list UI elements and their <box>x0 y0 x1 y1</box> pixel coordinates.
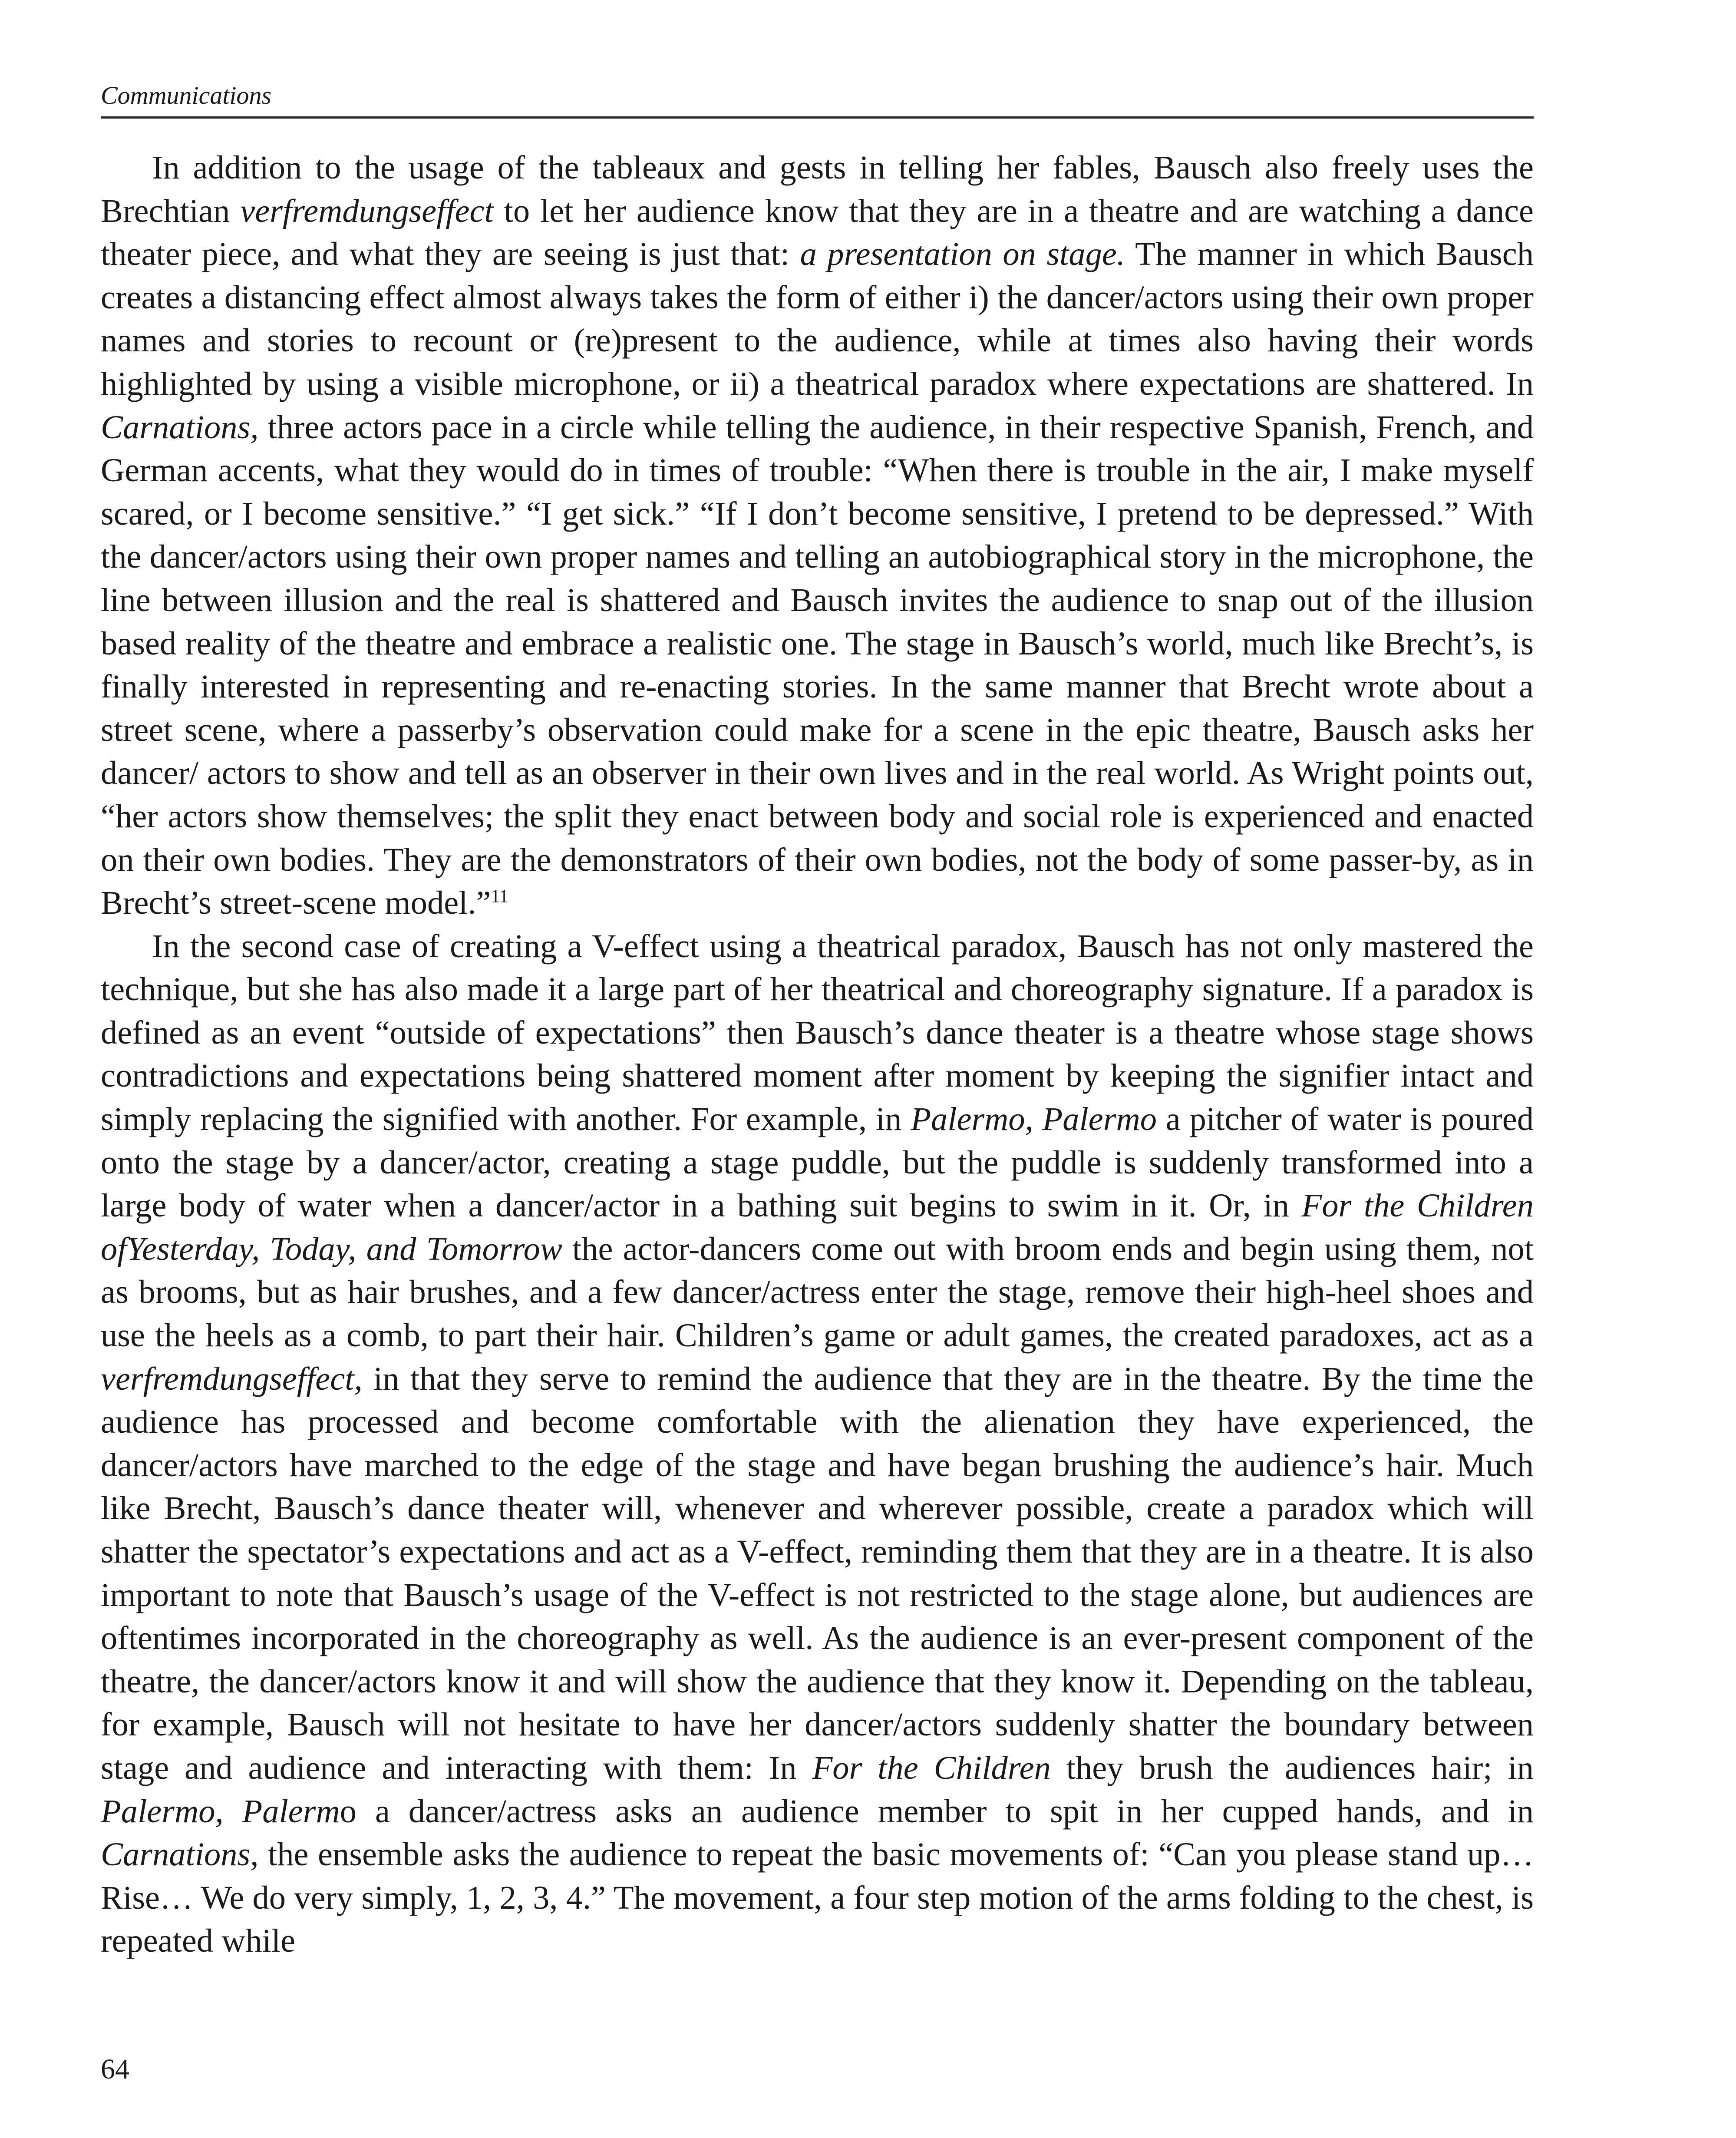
footnote-marker: 11 <box>491 886 508 907</box>
body-text <box>101 146 1534 1963</box>
italic-run: Carnations <box>101 1836 251 1873</box>
text-run: three actors pace in a circle while telling the audience, in their respective Spanish, French, and German accents, what they would do in times of trouble: “When there is trouble in the air, I make myself scared, or I become sensitive.” “I get sick.” “If I don’t become sensitive, I pretend to be depressed.” With the dancer/actors using their own proper names and telling an autobiographical story in the microphone, the line between illusion and the real is shattered and Bausch invites the audience to snap out of the illusion based reality of the theatre and embrace a realistic one. The stage in Bausch’s world, much like Brecht’s, is finally interested in representing and re-enacting stories. In the same manner that Brecht wrote about a street scene, where a passerby’s observation could make for a scene in the epic theatre, Bausch asks her dancer/ actors to show and tell as an observer in their own lives and in the real world. As Wright points out, “her actors show themselves; the split they enact between body and social role is experienced and enacted on their own bodies. They are the demonstrators of their own bodies, not the body of some passer-by, as in Brecht’s street-scene model.” <box>101 408 1534 922</box>
italic-run: For the Children <box>812 1749 1051 1786</box>
text-run: In the second case of creating a V-effect using a theatrical paradox, Bausch has not only mastered the technique, but she has also made it a large part of her theatrical and choreography signature. If a paradox is defined as an event “outside of expectations” then Bausch’s dance theater is a theatre whose stage shows contradictions and expectations being shattered moment after moment by keeping the signifier intact and simply replacing the signified with another. For example, in <box>101 927 1534 1138</box>
text-run: they brush the audiences hair; in <box>1050 1749 1534 1786</box>
header-rule <box>101 116 1534 119</box>
text-run: The manner in which Bausch creates a distancing effect almost always takes the form of either i) the dancer/actors using their own proper names and stories to recount or (re)present to the audience, while at times also having their words highlighted by using a visible microphone, or ii) a theatrical paradox where expectations are shattered. In <box>101 235 1534 402</box>
italic-run: a presentation on stage. <box>800 235 1125 273</box>
paragraph <box>101 146 1534 925</box>
paragraph <box>101 925 1534 1963</box>
italic-run: verfremdungseffect <box>240 192 494 229</box>
italic-run: For the Children ofYesterday, Today, and Tomorrow <box>101 1187 1534 1267</box>
text-run: In addition to the usage of the tableaux and gests in telling her fables, Bausch also freely uses the Brechtian <box>101 149 1534 229</box>
italic-run: Palermo, Palerm <box>101 1792 340 1830</box>
italic-run: Carnations, <box>101 408 259 446</box>
running-header: Communications <box>101 81 272 109</box>
text-run: a pitcher of water is poured onto the stage by a dancer/actor, creating a stage puddle, but the puddle is suddenly transformed into a large body of water when a dancer/actor in a bathing suit begins to swim in it. Or, in <box>101 1100 1534 1224</box>
text-run: to let her audience know that they are in a theatre and are watching a dance theater piece, and what they are seeing is just that: <box>101 192 1534 273</box>
text-run: o a dancer/actress asks an audience member to spit in her cupped hands, and in <box>340 1792 1534 1830</box>
italic-run: verfremdungseffect, <box>101 1360 363 1397</box>
text-run: , the ensemble asks the audience to repeat the basic movements of: “Can you please stand up… Rise… We do very simply, 1, 2, 3, 4.” The movement, a four step motion of the arms folding to the chest, is repeated while <box>101 1836 1534 1960</box>
italic-run: Palermo, Palermo <box>911 1100 1157 1138</box>
text-run: the actor-dancers come out with broom ends and begin using them, not as brooms, but as hair brushes, and a few dancer/actress enter the stage, remove their high-heel shoes and use the heels as a comb, to part their hair. Children’s game or adult games, the created paradoxes, act as a <box>101 1230 1534 1354</box>
page-number: 64 <box>101 2053 129 2085</box>
text-run: in that they serve to remind the audience that they are in the theatre. By the time the audience has processed and become comfortable with the alienation they have experienced, the dancer/actors have marched to the edge of the stage and have began brushing the audience’s hair. Much like Brecht, Bausch’s dance theater will, whenever and wherever possible, create a paradox which will shatter the spectator’s expectations and act as a V-effect, reminding them that they are in a theatre. It is also important to note that Bausch’s usage of the V-effect is not restricted to the stage alone, but audiences are oftentimes incorporated in the choreography as well. As the audience is an ever-present component of the theatre, the dancer/actors know it and will show the audience that they know it. Depending on the tableau, for example, Bausch will not hesitate to have her dancer/actors suddenly shatter the boundary between stage and audience and interacting with them: In <box>101 1360 1534 1786</box>
